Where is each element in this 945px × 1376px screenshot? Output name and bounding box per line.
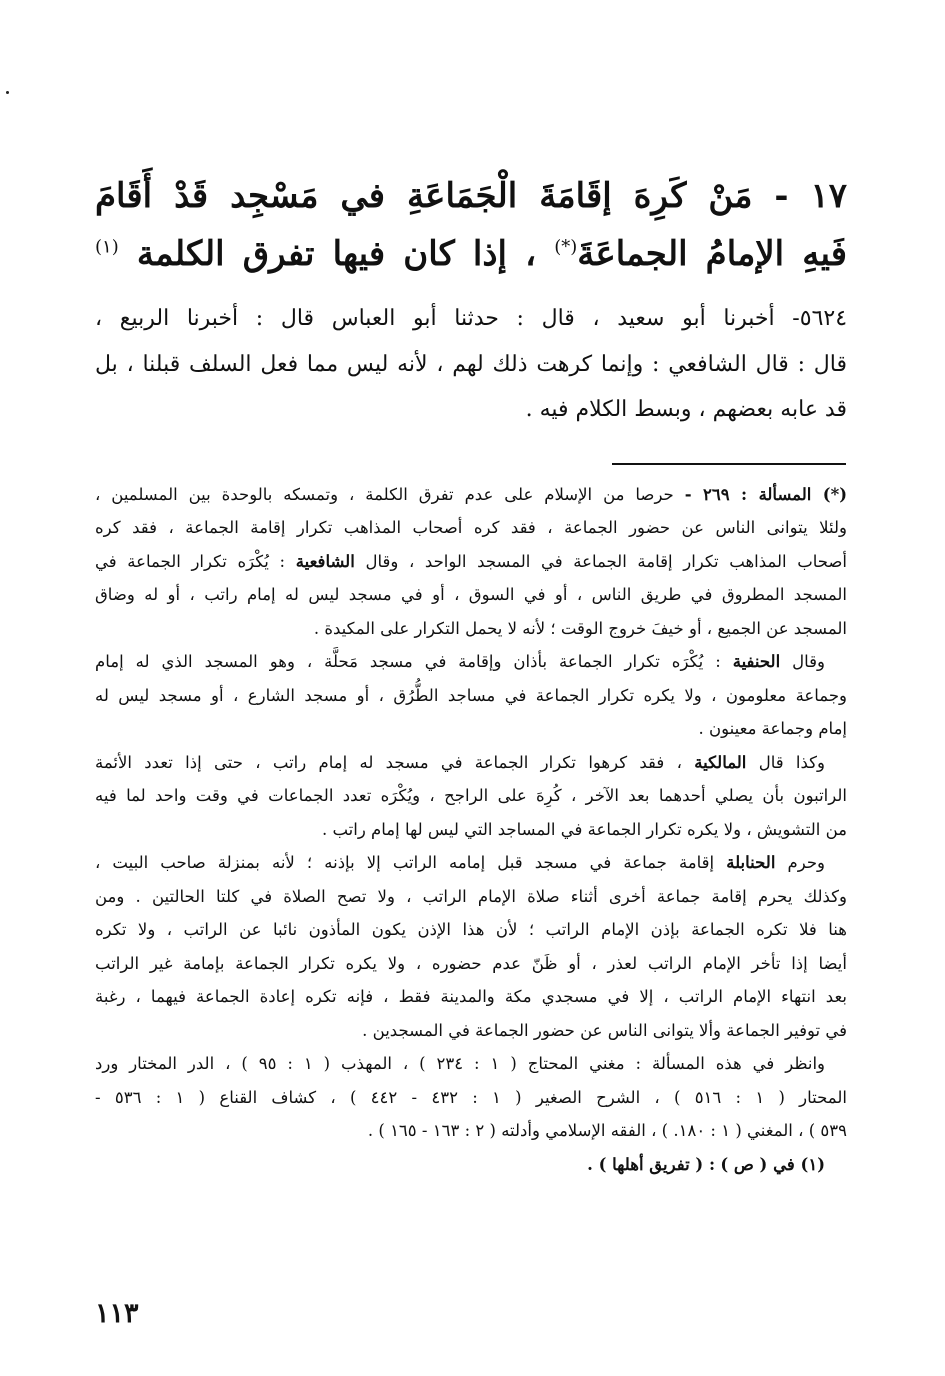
note-text: : يُكْرَه تكرار الجماعة بأذان وإقامة في مسجد مَحلَّة ، وهو المسجد الذي له إمام (95, 652, 721, 672)
note-text: ، فقد كرهوا تكرار الجماعة في مسجد له إمام راتب ، حتى إذا تعدد الأئمة (95, 752, 682, 772)
note-text: : يُكْرَه تكرار الجماعة في (95, 551, 286, 571)
note-line: ولئلا يتوانى الناس عن حضور الجماعة ، فقد كره أصحاب المذاهب تكرار إقامة الجماعة ، فقد كره (95, 518, 847, 538)
heading-line-2-start: فَيهِ الإمامُ الجماعَةَ (577, 233, 847, 274)
note-text: حرصا من الإسلام على عدم تفرق الكلمة ، وتمسكه بالوحدة بين المسلمين ، (95, 485, 674, 504)
note-line: وجماعة معلومون ، ولا يكره تكرار الجماعة في مساجد الطُّرُق ، أو مسجد الشارع ، أو مسجد ليس له (95, 685, 847, 705)
heading-line-2-end: ، إذا كان فيها تفرق الكلمة (136, 233, 537, 274)
school-name-shafii: الشافعية (295, 551, 355, 571)
note-line: وانظر في هذه المسألة : مغني المحتاج ( ١ : ٢٣٤ ) ، المهذب ( ١ : ٩٥ ) ، الدر المختار ورد (95, 1054, 825, 1074)
footnote-1-text: : ( تفريق أهلها ) . (587, 1154, 716, 1174)
note-text: وقال (792, 652, 825, 672)
note-line: ٥٣٩ ) ، المغني ( ١ : ١٨٠. ) ، الفقه الإسلامي وأدلته ( ٢ : ١٦٣ - ١٦٥ ) . (367, 1121, 847, 1141)
note-line: من التشويش ، ولا يكره تكرار الجماعة في المساجد التي ليس لها إمام راتب . (321, 819, 847, 839)
note-text: وحرم (787, 853, 825, 873)
note-line: هنا فلا تكره الجماعة بإذن الإمام الراتب ؛ لأن هذا الإذن يكون المأذون نائبا عن الراتب ، ولا تكره (95, 920, 847, 940)
note-line: المسجد عن الجميع ، أو خيفَ خروج الوقت ؛ لأنه لا يحمل التكرار على المكيدة . (313, 618, 847, 638)
note-line (95, 846, 847, 879)
note-line (95, 478, 847, 511)
heading-line-1: ١٧ - مَنْ كَرِهَ إقَامَةَ الْجَمَاعَةِ في مَسْجِد قَدْ أَقَامَ (95, 176, 847, 216)
note-line (95, 645, 847, 678)
body-line-3: قد عابه بعضهم ، وبسط الكلام فيه . (525, 397, 847, 423)
note-text: وكذا قال (758, 752, 826, 772)
note-line: إمام وجماعة معينون . (698, 719, 847, 739)
footnote-1 (95, 1148, 847, 1181)
issue-label: (*) المسألة : ٢٦٩ - (684, 485, 848, 504)
note-line: بعد انتهاء الإمام الراتب ، إلا في مسجدي مكة والمدينة فقط ، فإنه تكره إعادة الجماعة فيهما ، رغبة (95, 987, 847, 1007)
chapter-heading (95, 168, 847, 284)
note-line: في توفير الجماعة وألا يتوانى الناس عن حضور الجماعة في المسجدين . (362, 1020, 847, 1040)
footnotes (95, 478, 847, 1181)
note-text: أصحاب المذاهب تكرار إقامة الجماعة في المسجد الواحد ، وقال (365, 551, 848, 571)
note-text: إقامة جماعة في مسجد قبل إمامه الراتب إلا بإذنه ؛ لأنه بمنزلة صاحب البيت ، (95, 853, 715, 873)
school-name-hanafi: الحنفية (732, 652, 781, 672)
note-line: وكذلك يحرم إقامة جماعة أخرى أثناء صلاة الإمام الراتب ، ولا تصح الصلاة في كلتا الحالتين . ومن (95, 886, 847, 906)
note-line: الراتبون بأن يصلي أحدهما بعد الآخر ، كُرِهَ على الراجح ، ويُكْرَه تعدد الجماعات في وقت واحد لما فيه (95, 786, 847, 806)
note-line: أيضا إذا تأخر الإمام الراتب لعذر ، أو ظَنّ عدم حضوره ، ولا يكره تكرار الجماعة بإمامة غير الراتب (95, 953, 847, 973)
school-name-hanbali: الحنابلة (726, 853, 776, 873)
note-line: المحتار ( ١ : ٥١٦ ) ، الشرح الصغير ( ١ : ٤٣٢ - ٤٤٢ ) ، كشاف القناع ( ١ : ٥٣٦ - (95, 1087, 847, 1107)
school-name-maliki: المالكية (694, 752, 747, 772)
note-line: المسجد المطروق في طريق الناس ، أو في السوق ، أو في مسجد ليس له إمام راتب ، أو له وضاق (95, 585, 847, 605)
footnote-separator (612, 463, 846, 465)
main-text (95, 296, 847, 433)
footnote-1-label: (١) في ( ص ) (720, 1154, 825, 1174)
scan-speck (6, 91, 9, 94)
footnote-ref-star[interactable]: (*) (554, 236, 578, 258)
body-line-1: ٥٦٢٤- أخبرنا أبو سعيد ، قال : حدثنا أبو العباس قال : أخبرنا الربيع ، (95, 306, 848, 331)
body-line-2: قال : قال الشافعي : وإنما كرهت ذلك لهم ، لأنه ليس مما فعل السلف قبلنا ، بل (95, 351, 847, 377)
note-line (95, 545, 847, 578)
page-number: ١١٣ (95, 1298, 139, 1329)
footnote-ref-1[interactable]: (١) (95, 236, 119, 258)
note-line (95, 746, 847, 779)
heading-line-2 (95, 226, 847, 284)
